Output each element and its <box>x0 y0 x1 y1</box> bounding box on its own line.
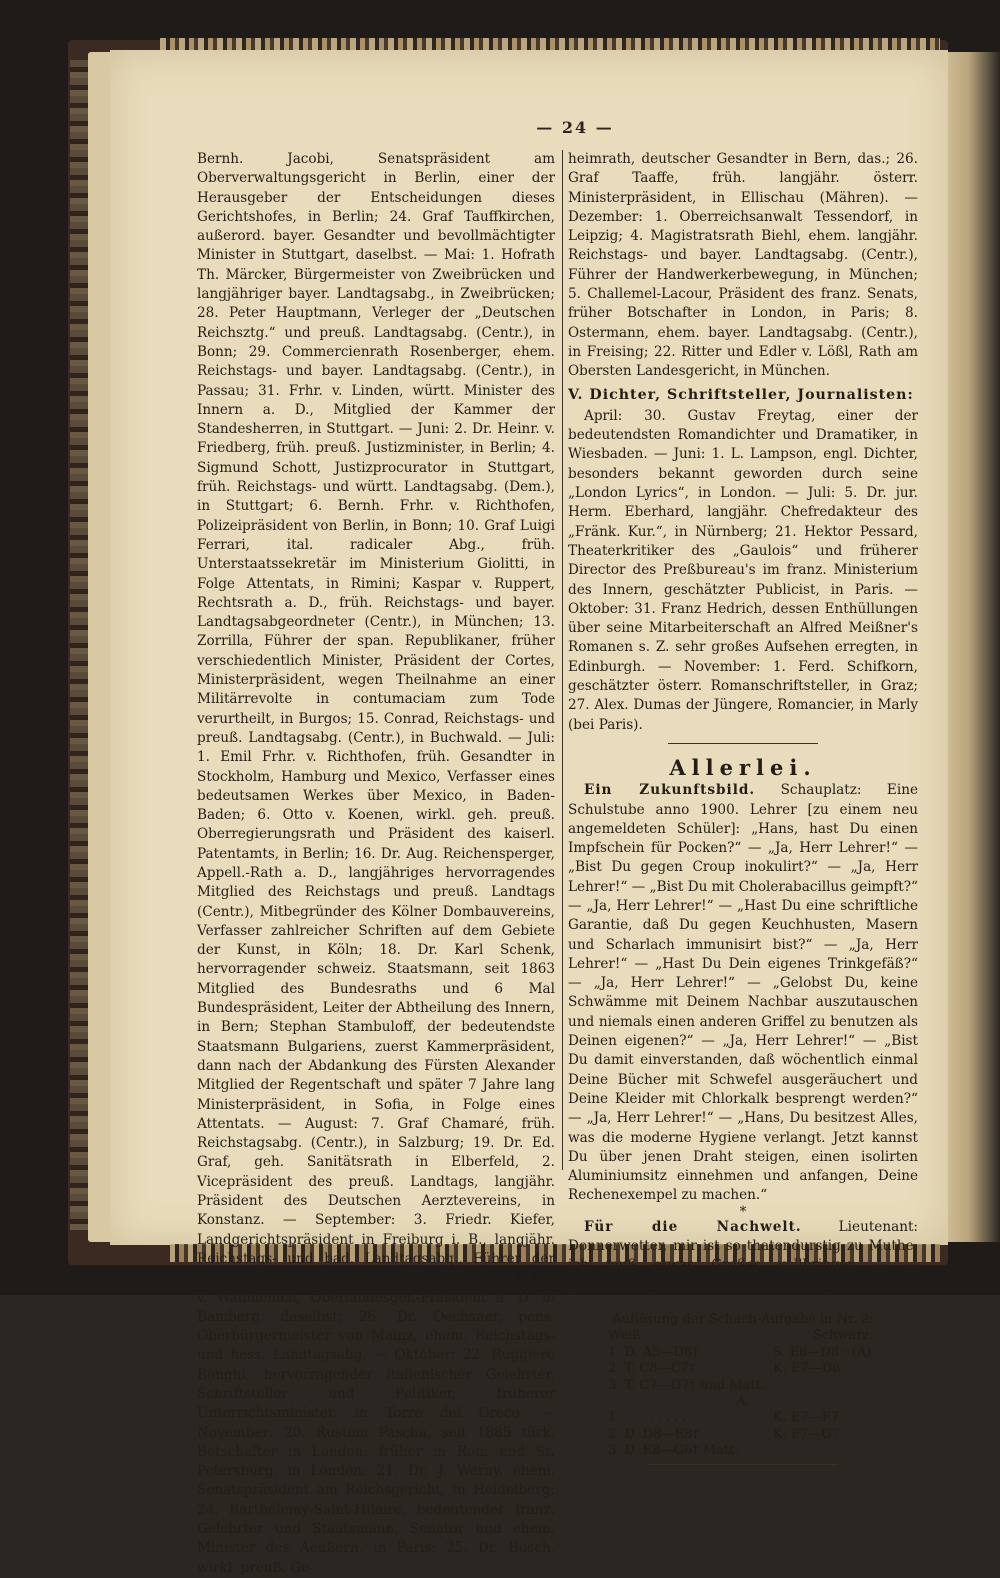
double-rule-divider <box>568 1303 918 1306</box>
page-number: — 24 — <box>536 118 614 137</box>
story-nachwelt <box>568 1218 918 1295</box>
column-divider <box>562 150 563 1170</box>
left-column <box>197 150 555 1578</box>
obituary-list-text: Bernh. Jacobi, Senatspräsident am Oberverwaltungsgericht in Berlin, einer der Herausgeber der Entscheidungen dieses Gerichtshofes, in Berlin; 24. Graf Tauffkirchen, außerord. bayer. Gesandter und bevollmächtigter Minister in Stuttgart, daselbst. — Mai: 1. Hofrath Th. Märcker, Bürgermeister von Zweibrücken und langjähriger bayer. Landtagsabg., in Zweibrücken; 28. Peter Hauptmann, Verleger der „Deutschen Reichsztg.“ und preuß. Landtagsabg. (Centr.), in Bonn; 29. Commercienrath Rosenberger, ehem. Reichstags- und bayer. Landtagsabg. (Centr.), in Passau; 31. Frhr. v. Linden, württ. Minister des Innern a. D., Mitglied der Kammer der Standesherren, in Stuttgart. — Juni: 2. Dr. Heinr. v. Friedberg, früh. preuß. Justizminister, in Berlin; 4. Sigmund Schott, Justizprocurator in Stuttgart, früh. Reichstags- und württ. Landtagsabg. (Dem.), in Stuttgart; 6. Bernh. Frhr. v. Richthofen, Polizeipräsident von Berlin, in Bonn; 10. Graf Luigi Ferrari, ital. radicaler Abg., früh. Unterstaatssekretär im Ministerium Giolitti, in Folge Attentats, in Rimini; Kaspar v. Ruppert, Rechtsrath a. D., früh. Reichstags- und bayer. Landtagsabgeordneter (Centr.), in München; 13. Zorrilla, Führer der span. Republikaner, früher verschiedentlich Minister, Präsident der Cortes, Ministerpräsident, wegen Theilnahme an einer Militärrevolte in contumaciam zum Tode verurtheilt, in Burgos; 15. Conrad, Reichstags- und preuß. Landtagsabg. (Centr.), in Buchwald. — Juli: 1. Emil Frhr. v. Richthofen, früh. Gesandter in Stockholm, Hamburg und Mexico, Verfasser eines bedeutsamen Werkes über Mexico, in Baden-Baden; 6. Otto v. Koenen, wirkl. geh. preuß. Oberregierungsrath und Präsident des kaiserl. Patentamts, in Berlin; 16. Dr. Aug. Reichensperger, Appell.-Rath a. D., langjähriges hervorragendes Mitglied des Reichstags und preuß. Landtags (Centr.), Mitbegründer des Kölner Dombauvereins, Verfasser zahlreicher Schriften auf dem Gebiete der Kunst, in Köln; 18. Dr. Karl Schenk, hervorragender schweiz. Staatsmann, seit 1863 Mitglied des Bundesraths und 6 Mal Bundespräsident, Leiter der Abtheilung des Innern, in Bern; Stephan Stambuloff, der bedeutendste Staatsmann Bulgariens, zuerst Kammerpräsident, dann nach der Abdankung des Fürsten Alexander Mitglied der Regentschaft und später 7 Jahre lang Ministerpräsident, in Sofia, in Folge eines Attentats. — August: 7. Graf Chamaré, früh. Reichstagsabg. (Centr.), in Salzburg; 19. Dr. Ed. Graf, geh. Sanitätsrath in Elberfeld, 2. Vicepräsident des preuß. Landtags, langjähr. Präsident des Deutschen Aerztevereins, in Konstanz. — September: 3. Friedr. Kiefer, Landgerichtspräsident in Freiburg i. B., langjähr. Reichstags- und bad. Landtagsabg., Führer der Nationalliberalen Badens, in Freiburg i. B.; 4. Karl v. Wallmenich, Oberlandesger.-Präsident a. D. in Bamberg, daselbst; 26. Dr. Oechsner, pens. Oberbürgermeister von Mainz, ehem. Reichstags- und hess. Landtagsabg. — Oktober: 22. Ruggiero Bonghi, hervorragender italienischer Gelehrter, Schriftsteller und Politiker, früherer Unterrichtsminister, in Torre del Greco. — November: 20. Rustem Pascha, seit 1885 türk. Botschafter in London, früher in Rom und St. Petersburg, in London; 21. Dr. J. Werny, ehem. Senatspräsident am Reichsgericht, in Heidelberg; 24. Barthélemy-Saint-Hilaire, bedeutender franz. Gelehrter und Staatsmann, Senator und ehem. Minister des Aeußern, in Paris; 25. Dr. Busch, wirkl. preuß. Ge- <box>197 151 555 1576</box>
chess-end-rule <box>648 1464 838 1465</box>
right-column <box>568 150 918 1465</box>
chess-black-move: K. E7—D6 <box>773 1361 841 1377</box>
asterisk-separator: * <box>739 1203 747 1220</box>
story-title: Für die Nachwelt. <box>584 1218 802 1235</box>
chess-solution <box>568 1312 918 1465</box>
chess-white-move: 1. D. A5—D8† <box>608 1344 699 1360</box>
chess-move-row <box>568 1361 918 1377</box>
page-edge-right <box>948 52 1000 1242</box>
chess-move-row <box>568 1427 918 1443</box>
ornament-divider <box>668 743 818 750</box>
chess-variant-label: A. <box>736 1393 750 1409</box>
section-body-text: April: 30. Gustav Freytag, einer der bedeutendsten Romandichter und Dramatiker, in Wiesbaden. — Juni: 1. L. Lampson, engl. Dichter, besonders bekannt geworden durch seine „London Lyrics“, in London. — Juli: 5. Dr. jur. Herm. Eberhard, langjähr. Chefredakteur des „Fränk. Kur.“, in Nürnberg; 21. Hektor Pessard, Theaterkritiker des „Gaulois“ und früherer Director des Preßbureau's im franz. Ministerium des Innern, geschätzter Publicist, in Paris. — Oktober: 31. Franz Hedrich, dessen Enthüllungen über seine Mitarbeiterschaft an Alfred Meißner's Romanen s. Z. sehr großes Aufsehen erregten, in Edinburgh. — November: 1. Ferd. Schifkorn, geschätzter österr. Romanschriftsteller, in Graz; 27. Alex. Dumas der Jüngere, Romancier, in Marly (bei Paris). <box>568 407 918 733</box>
chess-white-move: 3. T. C7—D7† und Matt. <box>608 1377 765 1393</box>
chess-white-move: 2. D. D8—E8† <box>608 1426 699 1442</box>
chess-variant-row <box>568 1394 918 1410</box>
chess-move-row <box>568 1443 918 1459</box>
chess-white-move: 3. D. E8—G6† Matt. <box>608 1443 739 1459</box>
section-heading: V. Dichter, Schriftsteller, Journalisten: <box>568 386 914 403</box>
chess-title: Auflösung der Schach-Aufgabe in Nr. 2: <box>612 1311 874 1327</box>
chess-black-label: Schwarz. <box>813 1328 874 1344</box>
chess-black-move: S. E6—D8 : (A) <box>773 1344 872 1360</box>
chess-white-label: Weiß. <box>608 1328 645 1344</box>
story-body: Lieutenant: Donnerwetter, mir ist so thatendurstig zu Muthe, ich muß etwas Großes vollbringen — — photographiren werde ich mich lassen. <box>568 1218 918 1293</box>
misc-heading: Allerlei. <box>669 754 817 780</box>
chess-white-move: 2. T. C8—C7† <box>608 1361 696 1377</box>
chess-move-row <box>568 1345 918 1361</box>
chess-header-row <box>568 1328 918 1344</box>
chess-move-row <box>568 1378 918 1394</box>
story-title: Ein Zukunftsbild. <box>584 782 756 799</box>
story-body: Schauplatz: Eine Schulstube anno 1900. Lehrer [zu einem neu angemeldeten Schüler]: „Hans, hast Du einen Impfschein für Pocken?“ — „Ja, Herr Lehrer!“ — „Bist Du gegen Croup inokulirt?“ — „Ja, Herr Lehrer!“ — „Bist Du mit Cholerabacillus geimpft?“ — „Ja, Herr Lehrer!“ — „Hast Du eine schriftliche Garantie, daß Du gegen Keuchhusten, Masern und Scharlach immunisirt bist?“ — „Ja, Herr Lehrer!“ — „Hast Du Dein eigenes Trinkgefäß?“ — „Ja, Herr Lehrer!“ — „Gelobst Du, keine Schwämme mit Deinem Nachbar auszutauschen und niemals einen anderen Griffel zu benutzen als Deinen eigenen?“ — „Ja, Herr Lehrer!“ — „Bist Du damit einverstanden, daß wöchentlich einmal Deine Bücher mit Schwefel ausgeräuchert und Deine Kleider mit Chlorkalk besprengt werden?“ — „Ja, Herr Lehrer!“ — „Hans, Du besitzest Alles, was die moderne Hygiene verlangt. Jetzt kannst Du über jenen Draht steigen, einen isolirten Aluminiumsitz einnehmen und anfangen, Deine Rechenexempel zu machen.“ <box>568 782 918 1204</box>
chess-black-move <box>765 1378 918 1394</box>
chess-move-row <box>568 1410 918 1426</box>
chess-black-move <box>773 1443 918 1459</box>
chess-black-move: K. F7—G7 <box>773 1426 840 1442</box>
story-zukunftsbild <box>568 781 918 1206</box>
chess-white-move: 1. . . . . . . . . <box>608 1410 687 1426</box>
chess-black-move: K. E7—F7 <box>773 1410 840 1426</box>
obituary-continuation-text: heimrath, deutscher Gesandter in Bern, das.; 26. Graf Taaffe, früh. langjähr. österr. Ministerpräsident, in Ellischau (Mähren). — Dezember: 1. Oberreichsanwalt Tessendorf, in Leipzig; 4. Magistratsrath Biehl, ehem. langjähr. Reichstags- und bayer. Landtagsabg. (Centr.), Führer der Handwerkerbewegung, in München; 5. Challemel-Lacour, Präsident des franz. Senats, früher Botschafter in London, in Paris; 8. Ostermann, ehem. bayer. Landtagsabg. (Centr.), in Freising; 22. Ritter und Edler v. Lößl, Rath am Obersten Landesgericht, in München. <box>568 151 918 380</box>
